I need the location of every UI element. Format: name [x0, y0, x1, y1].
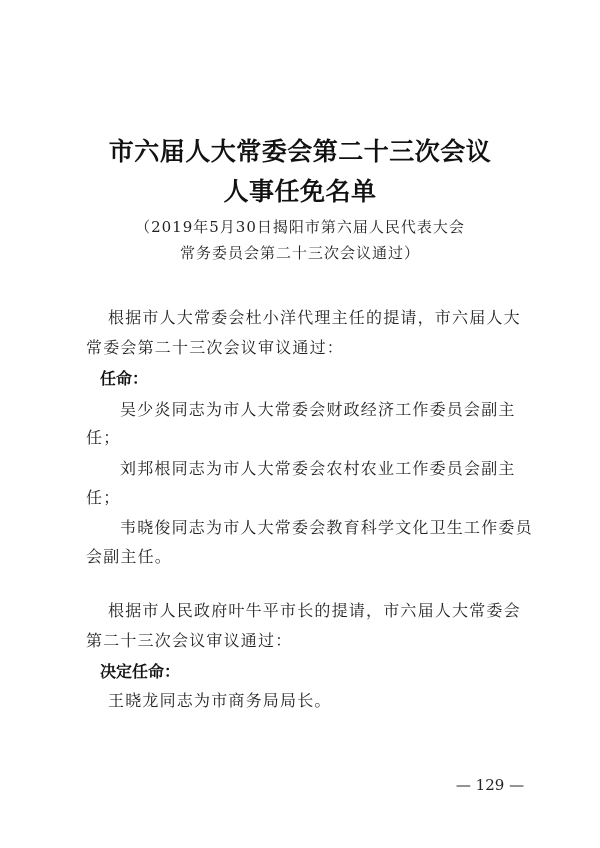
section1-label: 任命：: [100, 369, 149, 388]
appointment-item-2-line2: 任；: [86, 488, 121, 507]
section1-intro-line1: 根据市人大常委会杜小洋代理主任的提请，市六届人大: [108, 308, 521, 327]
appointment-item-1-line1: 吴少炎同志为市人大常委会财政经济工作委员会副主: [120, 400, 516, 419]
appointment-item-2-line1: 刘邦根同志为市人大常委会农村农业工作委员会副主: [120, 459, 516, 478]
section1-intro-line2: 常委会第二十三次会议审议通过：: [86, 338, 345, 357]
appointment-item-3-line1: 韦晓俊同志为市人大常委会教育科学文化卫生工作委员: [120, 518, 533, 537]
document-title-line2: 人事任免名单: [223, 177, 377, 206]
appointment-item-1-line2: 任；: [86, 428, 121, 447]
decision-item-1: 王晓龙同志为市商务局局长。: [108, 691, 332, 710]
section2-intro-line2: 第二十三次会议审议通过：: [86, 631, 293, 650]
page-number: — 129 —: [455, 776, 525, 794]
document-subtitle-line1: （2019年5月30日揭阳市第六届人民代表大会: [135, 218, 465, 236]
document-title-line1: 市六届人大常委会第二十三次会议: [108, 137, 492, 166]
section2-label: 决定任命：: [100, 662, 181, 681]
appointment-item-3-line2: 会副主任。: [86, 547, 173, 566]
document-subtitle-line2: 常务委员会第二十三次会议通过）: [179, 244, 420, 262]
section2-intro-line1: 根据市人民政府叶牛平市长的提请，市六届人大常委会: [108, 601, 521, 620]
